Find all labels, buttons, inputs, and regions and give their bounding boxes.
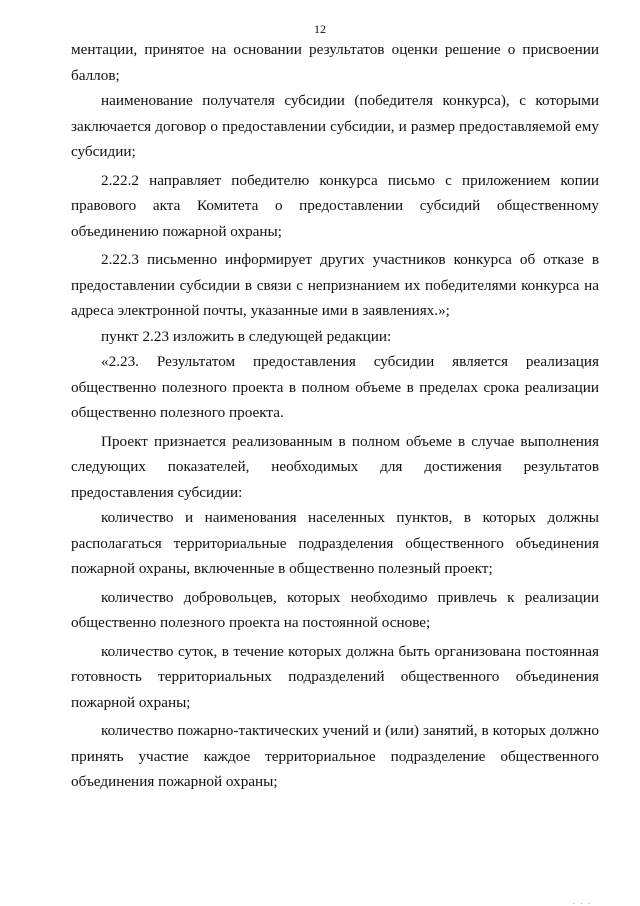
paragraph: пункт 2.23 изложить в следующей редакции: — [101, 327, 392, 345]
page-number: 12 — [314, 22, 326, 36]
paragraph: ментации, принятое на основании результатов оценки решение о присвоении баллов; — [71, 41, 599, 84]
paragraph: «2.23. Результатом предоставления субсидии является реализация общественно полезного проекта в полном объеме в пределах срока реализации общественно полезного проекта. — [71, 353, 599, 421]
paragraph: количество и наименования населенных пунктов, в которых должны располагаться территориальные подразделения общественного объединения пожарной охраны, включенные в общественно полезный проект; — [71, 509, 599, 577]
footer-mark: . . . — [573, 898, 592, 906]
paragraph: Проект признается реализованным в полном объеме в случае выполнения следующих показателей, необходимых для достижения результатов предоставления субсидии: — [71, 432, 599, 501]
document-body — [71, 37, 599, 795]
paragraph: 2.22.2 направляет победителю конкурса письмо с приложением копии правового акта Комитета о предоставлении субсидий общественному объединению пожарной охраны; — [71, 171, 599, 240]
paragraph: наименование получателя субсидии (победителя конкурса), с которыми заключается договор о предоставлении субсидии, и размер предоставляемой ему субсидии; — [71, 92, 599, 160]
paragraph: количество пожарно-тактических учений и (или) занятий, в которых должно принять участие каждое территориальное подразделение общественного объединения пожарной охраны; — [71, 722, 599, 790]
paragraph: количество суток, в течение которых должна быть организована постоянная готовность территориальных подразделений общественного объединения пожарной охраны; — [71, 642, 599, 711]
paragraph: 2.22.3 письменно информирует других участников конкурса об отказе в предоставлении субсидии в связи с непризнанием их победителями конкурса на адреса электронной почты, указанные ими в заявлениях.»; — [71, 251, 599, 319]
paragraph: количество добровольцев, которых необходимо привлечь к реализации общественно полезного проекта на постоянной основе; — [71, 588, 599, 631]
